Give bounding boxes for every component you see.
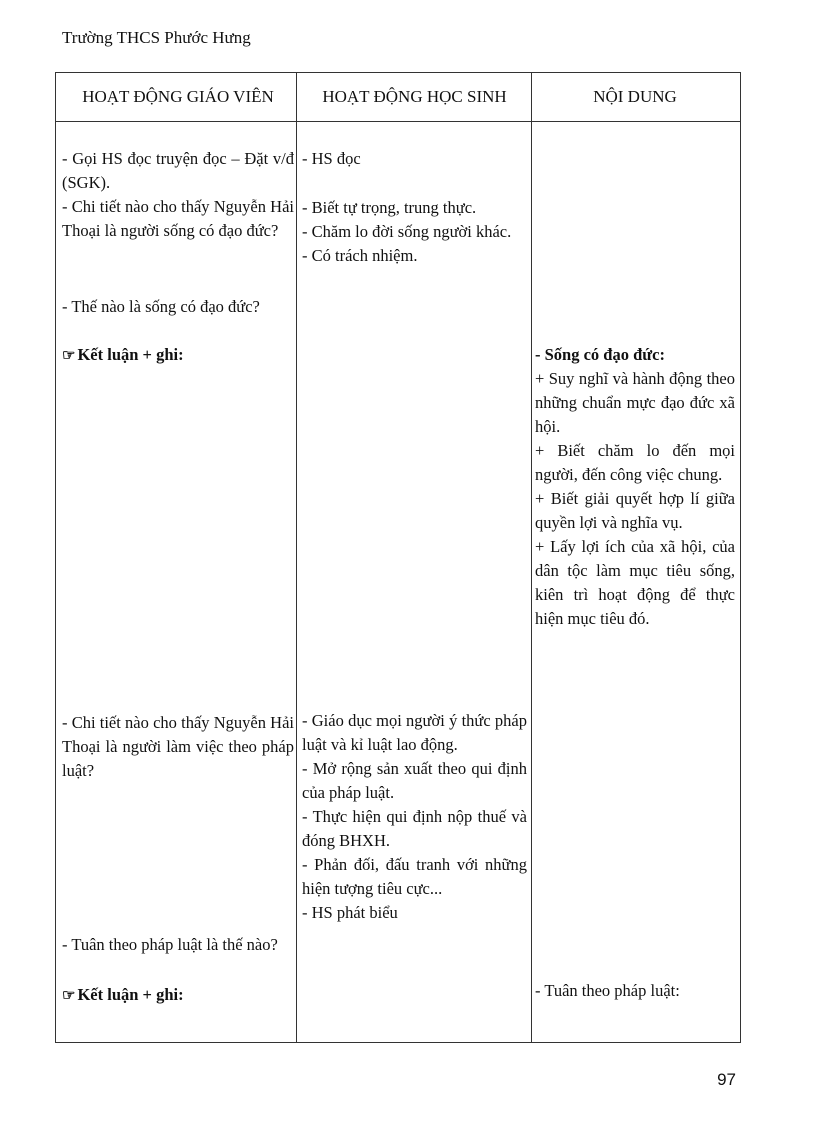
teacher-item: - Chi tiết nào cho thấy Nguyễn Hải Thoại là người làm việc theo pháp luật? [62, 713, 294, 780]
school-name: Trường THCS Phước Hưng [62, 28, 251, 47]
column-header-teacher: HOẠT ĐỘNG GIÁO VIÊN [82, 87, 274, 106]
teacher-activity [62, 711, 294, 783]
teacher-item: - Tuân theo pháp luật là thế nào? [62, 935, 278, 954]
column-divider [531, 73, 532, 1042]
content-item: + Lấy lợi ích của xã hội, của dân tộc làm mục tiêu sống, kiên trì hoạt động để thực hiện mục tiêu đó. [535, 537, 735, 628]
content-item: + Biết chăm lo đến mọi người, đến công việc chung. [535, 441, 735, 484]
content-heading: - Sống có đạo đức: [535, 345, 665, 364]
teacher-conclusion [62, 343, 294, 368]
teacher-conclusion [62, 983, 294, 1008]
student-item: - Thực hiện qui định nộp thuế và đóng BHXH. [302, 807, 527, 850]
teacher-activity [62, 147, 294, 243]
student-item: - HS đọc [302, 149, 361, 168]
lesson-table [55, 72, 741, 1043]
content-section [535, 979, 735, 1003]
teacher-item: - Gọi HS đọc truyện đọc – Đặt v/đ (SGK). [62, 149, 294, 192]
student-item: - HS phát biểu [302, 903, 398, 922]
content-heading: - Tuân theo pháp luật: [535, 981, 680, 1000]
content-item: + Biết giải quyết hợp lí giữa quyền lợi và nghĩa vụ. [535, 489, 735, 532]
student-activity [302, 196, 527, 268]
column-divider [296, 73, 297, 1042]
pointing-hand-icon: ☞ [62, 348, 76, 364]
student-activity [302, 147, 527, 171]
student-item: - Phản đối, đấu tranh với những hiện tượng tiêu cực... [302, 855, 527, 898]
teacher-item: Kết luận + ghi: [77, 345, 184, 364]
student-item: - Mở rộng sản xuất theo qui định của pháp luật. [302, 759, 527, 802]
student-item: - Giáo dục mọi người ý thức pháp luật và kỉ luật lao động. [302, 711, 527, 754]
student-item: - Chăm lo đời sống người khác. [302, 222, 512, 241]
teacher-item: Kết luận + ghi: [77, 985, 184, 1004]
teacher-activity [62, 933, 294, 957]
content-item: + Suy nghĩ và hành động theo những chuẩn mực đạo đức xã hội. [535, 369, 735, 436]
teacher-activity [62, 295, 294, 319]
student-activity [302, 709, 527, 925]
student-item: - Biết tự trọng, trung thực. [302, 198, 477, 217]
teacher-item: - Chi tiết nào cho thấy Nguyễn Hải Thoại là người sống có đạo đức? [62, 197, 294, 240]
column-header-content: NỘI DUNG [593, 87, 677, 106]
page-number: 97 [717, 1070, 736, 1089]
teacher-item: - Thế nào là sống có đạo đức? [62, 297, 260, 316]
column-header-student: HOẠT ĐỘNG HỌC SINH [322, 87, 507, 106]
student-item: - Có trách nhiệm. [302, 246, 418, 265]
content-section [535, 343, 735, 631]
header-divider [56, 121, 740, 122]
pointing-hand-icon: ☞ [62, 988, 76, 1004]
